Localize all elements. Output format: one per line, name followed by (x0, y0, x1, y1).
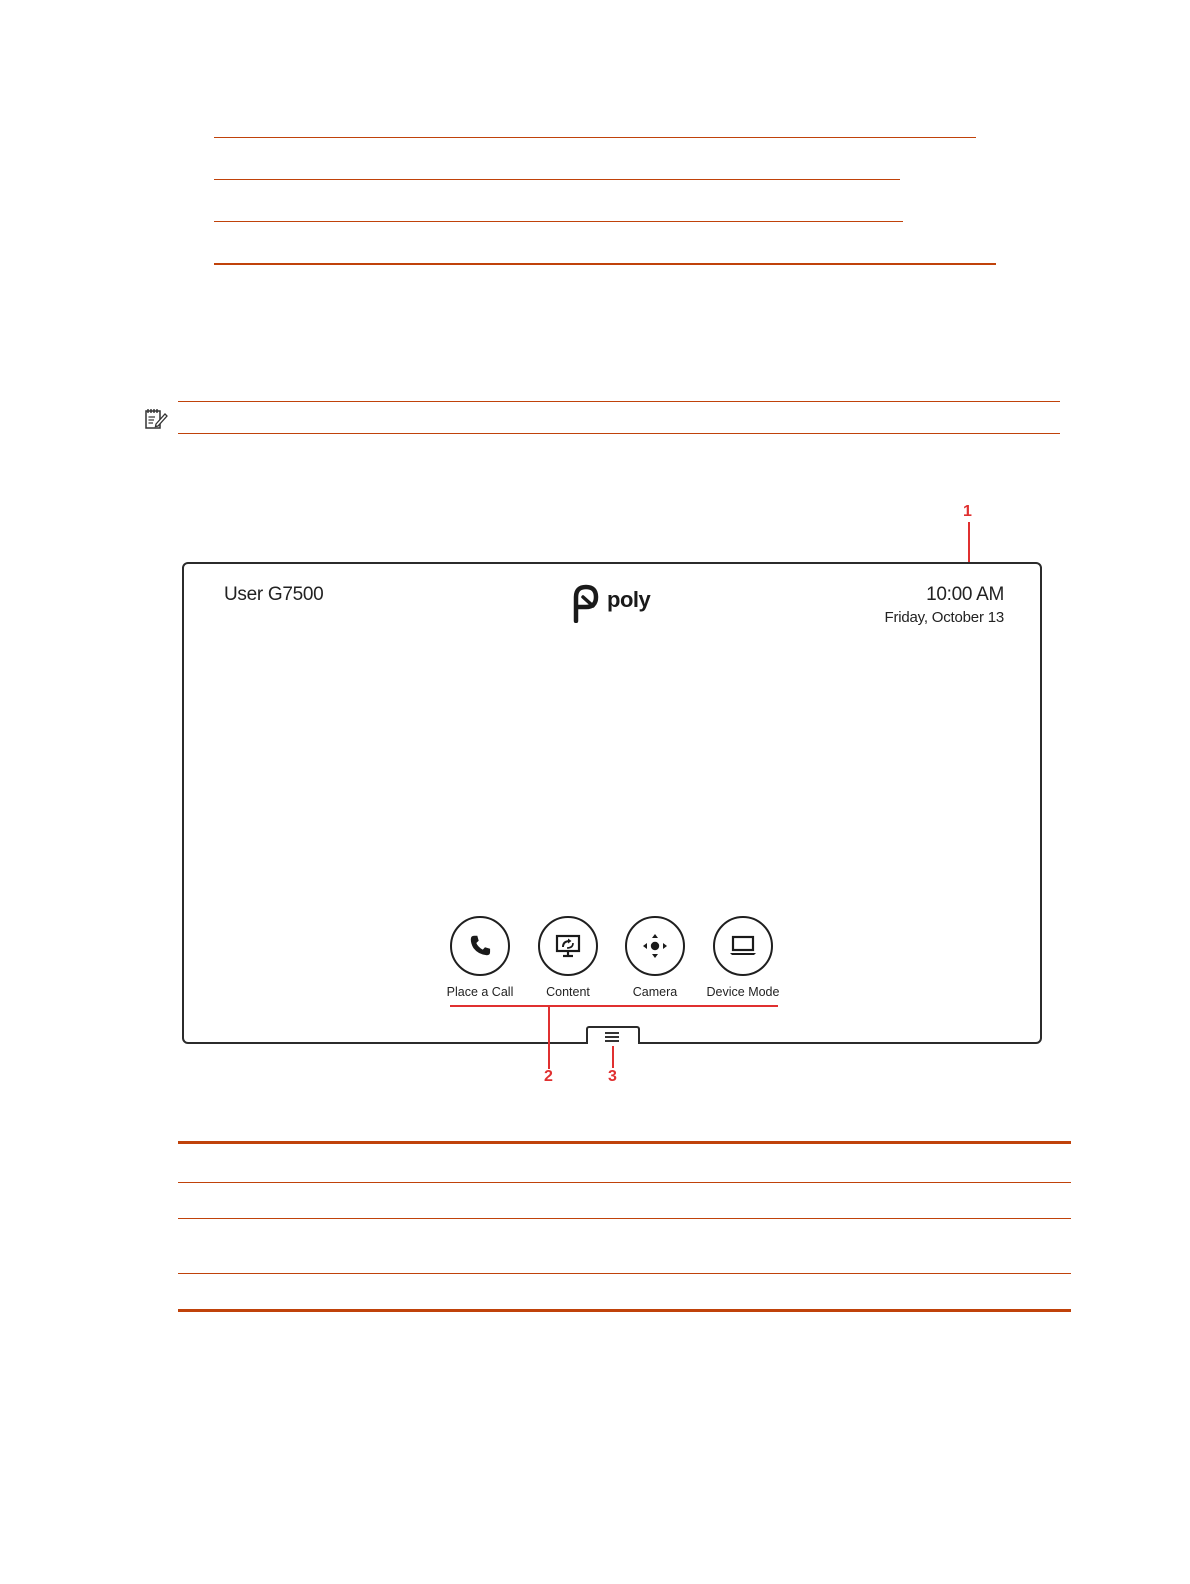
menu-tab[interactable] (586, 1026, 640, 1044)
device-home-screen (182, 562, 1042, 1044)
device-mode-label: Device Mode (706, 985, 780, 999)
callout-2-line (548, 1005, 550, 1069)
note-bottom-rule (178, 433, 1060, 434)
share-screen-icon (554, 933, 582, 959)
table-row-rule-1 (178, 1218, 1071, 1219)
link-underline-3[interactable] (214, 221, 903, 222)
callout-1-label: 1 (963, 503, 972, 520)
clock-date: Friday, October 13 (884, 609, 1004, 626)
link-underline-2[interactable] (214, 179, 900, 180)
laptop-icon (728, 934, 758, 958)
callout-2-bracket (450, 1005, 778, 1007)
menu-icon (605, 1032, 619, 1044)
callout-3-line (612, 1046, 614, 1068)
camera-label: Camera (632, 985, 678, 999)
table-top-rule (178, 1141, 1071, 1144)
note-top-rule (178, 401, 1060, 402)
content-label: Content (546, 985, 590, 999)
place-call-label: Place a Call (446, 985, 514, 999)
note-icon (144, 407, 168, 431)
link-underline-4[interactable] (214, 263, 996, 265)
camera-control-icon (641, 932, 669, 960)
clock-time: 10:00 AM (926, 584, 1004, 605)
device-mode-button[interactable] (688, 916, 798, 999)
poly-logo-text: poly (607, 587, 651, 612)
link-underline-1[interactable] (214, 137, 976, 138)
table-header-rule (178, 1182, 1071, 1183)
phone-icon (467, 933, 493, 959)
table-row-rule-2 (178, 1273, 1071, 1274)
user-name: User G7500 (224, 584, 324, 605)
callout-3-label: 3 (608, 1068, 617, 1085)
callout-2-label: 2 (544, 1068, 553, 1085)
table-bottom-rule (178, 1309, 1071, 1312)
poly-logo (569, 583, 659, 623)
